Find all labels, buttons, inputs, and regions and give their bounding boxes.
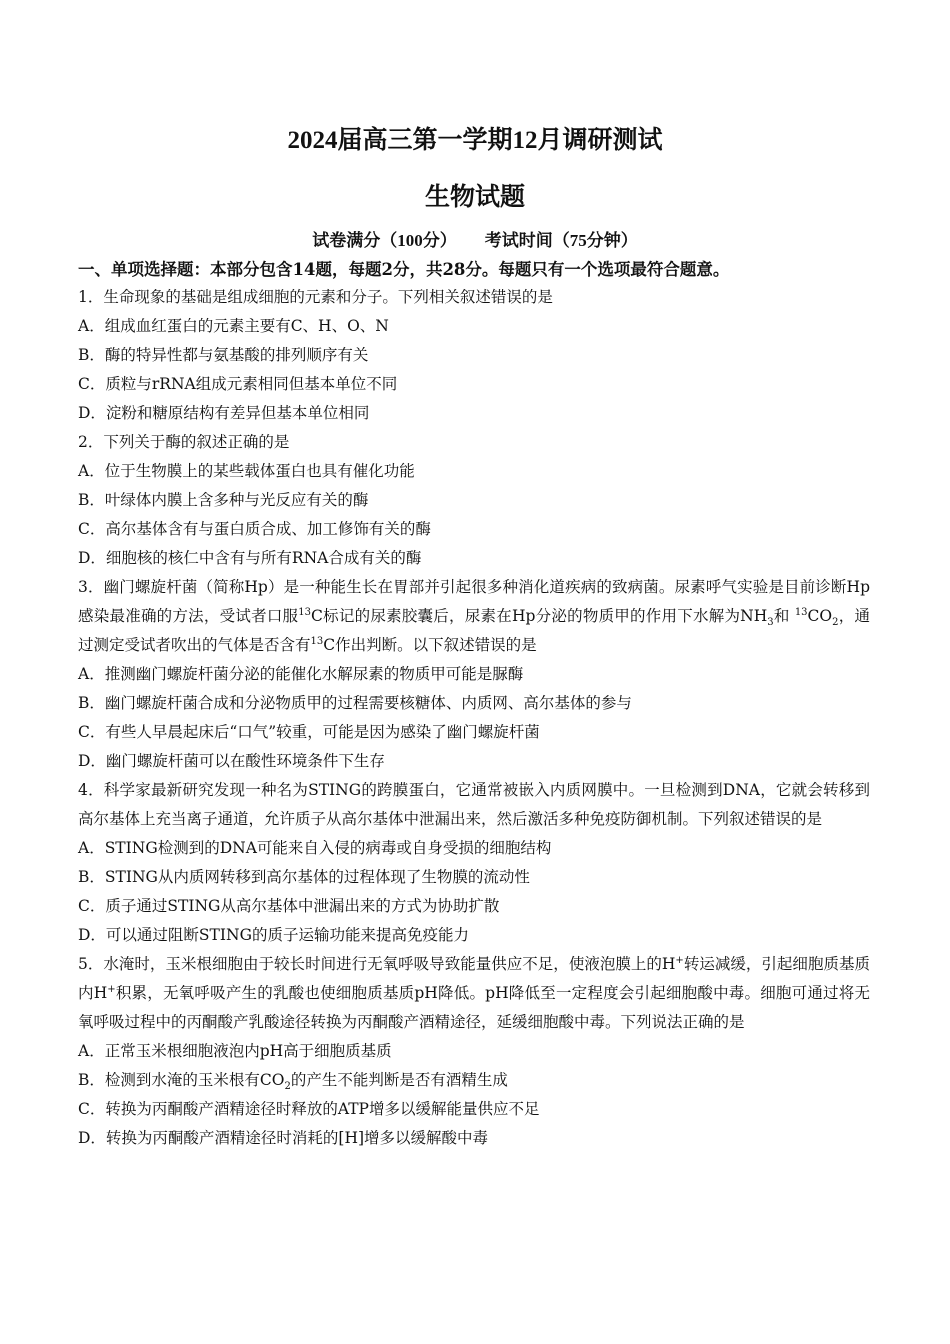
- option-b: [78, 1066, 870, 1095]
- option-a: A．正常玉米根细胞液泡内pH高于细胞质基质: [78, 1042, 392, 1060]
- subscript: 3: [767, 617, 774, 629]
- option-d: D．幽门螺旋杆菌可以在酸性环境条件下生存: [78, 752, 385, 770]
- stem-text: C作出判断。以下叙述错误的是: [323, 636, 537, 654]
- option-a: A．位于生物膜上的某些载体蛋白也具有催化功能: [78, 462, 415, 480]
- option-text: 的产生不能判断是否有酒精生成: [290, 1071, 508, 1089]
- superscript: 13: [310, 635, 324, 647]
- option-b: B．幽门螺旋杆菌合成和分泌物质甲的过程需要核糖体、内质网、高尔基体的参与: [78, 694, 632, 712]
- superscript: +: [675, 954, 684, 966]
- option-a: A．组成血红蛋白的元素主要有C、H、O、N: [78, 317, 389, 335]
- option-d: D．细胞核的核仁中含有与所有RNA合成有关的酶: [78, 549, 422, 567]
- option-c: C．高尔基体含有与蛋白质合成、加工修饰有关的酶: [78, 520, 431, 538]
- question-stem: [78, 950, 870, 1037]
- superscript: 13: [794, 606, 808, 618]
- stem-text: 积累，无氧呼吸产生的乳酸也使细胞质基质pH降低。pH降低至一定程度会引起细胞酸中毒。细胞可通过将无氧呼吸过程中的丙酮酸产乳酸途径转换为丙酮酸产酒精途径，延缓细胞酸中毒。下列说法正确的是: [78, 984, 870, 1031]
- option-c: C．有些人早晨起床后“口气”较重，可能是因为感染了幽门螺旋杆菌: [78, 723, 540, 741]
- stem-text: ，通过测定受试者吹出的气体是否含有: [78, 607, 870, 654]
- subscript: 2: [832, 617, 839, 629]
- option-c: C．质粒与rRNA组成元素相同但基本单位不同: [78, 375, 398, 393]
- subject-title: 生物试题: [424, 184, 525, 211]
- option-c: C．转换为丙酮酸产酒精途径时释放的ATP增多以缓解能量供应不足: [78, 1100, 540, 1118]
- stem-text: 转运减缓，引起细胞质基质内H: [78, 955, 870, 1002]
- option-d: D．转换为丙酮酸产酒精途径时消耗的[H]增多以缓解酸中毒: [78, 1129, 489, 1147]
- option-a: A．STING检测到的DNA可能来自入侵的病毒或自身受损的细胞结构: [78, 839, 552, 857]
- full-score: 试卷满分（100分）: [312, 231, 457, 250]
- exam-title: 2024届高三第一学期12月调研测试: [287, 127, 663, 154]
- superscript: 13: [298, 606, 312, 618]
- stem-text: CO: [807, 607, 833, 625]
- option-c: C．质子通过STING从高尔基体中泄漏出来的方式为协助扩散: [78, 897, 500, 915]
- stem-text: 5．水淹时，玉米根细胞由于较长时间进行无氧呼吸导致能量供应不足，使液泡膜上的H: [78, 955, 676, 973]
- question-stem: 2．下列关于酶的叙述正确的是: [78, 433, 290, 451]
- option-a: A．推测幽门螺旋杆菌分泌的能催化水解尿素的物质甲可能是脲酶: [78, 665, 524, 683]
- question-stem: 4．科学家最新研究发现一种名为STING的跨膜蛋白，它通常被嵌入内质网膜中。一旦检测到DNA，它就会转移到高尔基体上充当离子通道，允许质子从高尔基体中泄漏出来，然后激活多种免疫防御机制。下列叙述错误的是: [78, 781, 870, 828]
- stem-text: 3．幽门螺旋杆菌（简称Hp）是一种能生长在胃部并引起很多种消化道疾病的致病菌。尿素呼气实验是目前诊断Hp感染最准确的方法，受试者口服: [78, 578, 870, 625]
- option-b: B．叶绿体内膜上含多种与光反应有关的酶: [78, 491, 369, 509]
- question-stem: [78, 573, 870, 660]
- questions-body: [78, 283, 870, 1153]
- option-text: B．检测到水淹的玉米根有CO: [78, 1071, 285, 1089]
- option-b: B．酶的特异性都与氨基酸的排列顺序有关: [78, 346, 369, 364]
- option-d: D．淀粉和糖原结构有差异但基本单位相同: [78, 404, 370, 422]
- subscript: 2: [284, 1081, 291, 1093]
- question-stem: 1．生命现象的基础是组成细胞的元素和分子。下列相关叙述错误的是: [78, 288, 553, 306]
- stem-text: C标记的尿素胶囊后，尿素在Hp分泌的物质甲的作用下水解为NH: [311, 607, 768, 625]
- option-b: B．STING从内质网转移到高尔基体的过程体现了生物膜的流动性: [78, 868, 530, 886]
- stem-text: 和: [773, 607, 790, 625]
- superscript: +: [107, 983, 116, 995]
- exam-info: [0, 226, 950, 251]
- option-d: D．可以通过阻断STING的质子运输功能来提高免疫能力: [78, 926, 469, 944]
- section-heading: 一、单项选择题：本部分包含14题，每题2分，共28分。每题只有一个选项最符合题意。: [78, 260, 730, 279]
- duration: 考试时间（75分钟）: [484, 231, 638, 250]
